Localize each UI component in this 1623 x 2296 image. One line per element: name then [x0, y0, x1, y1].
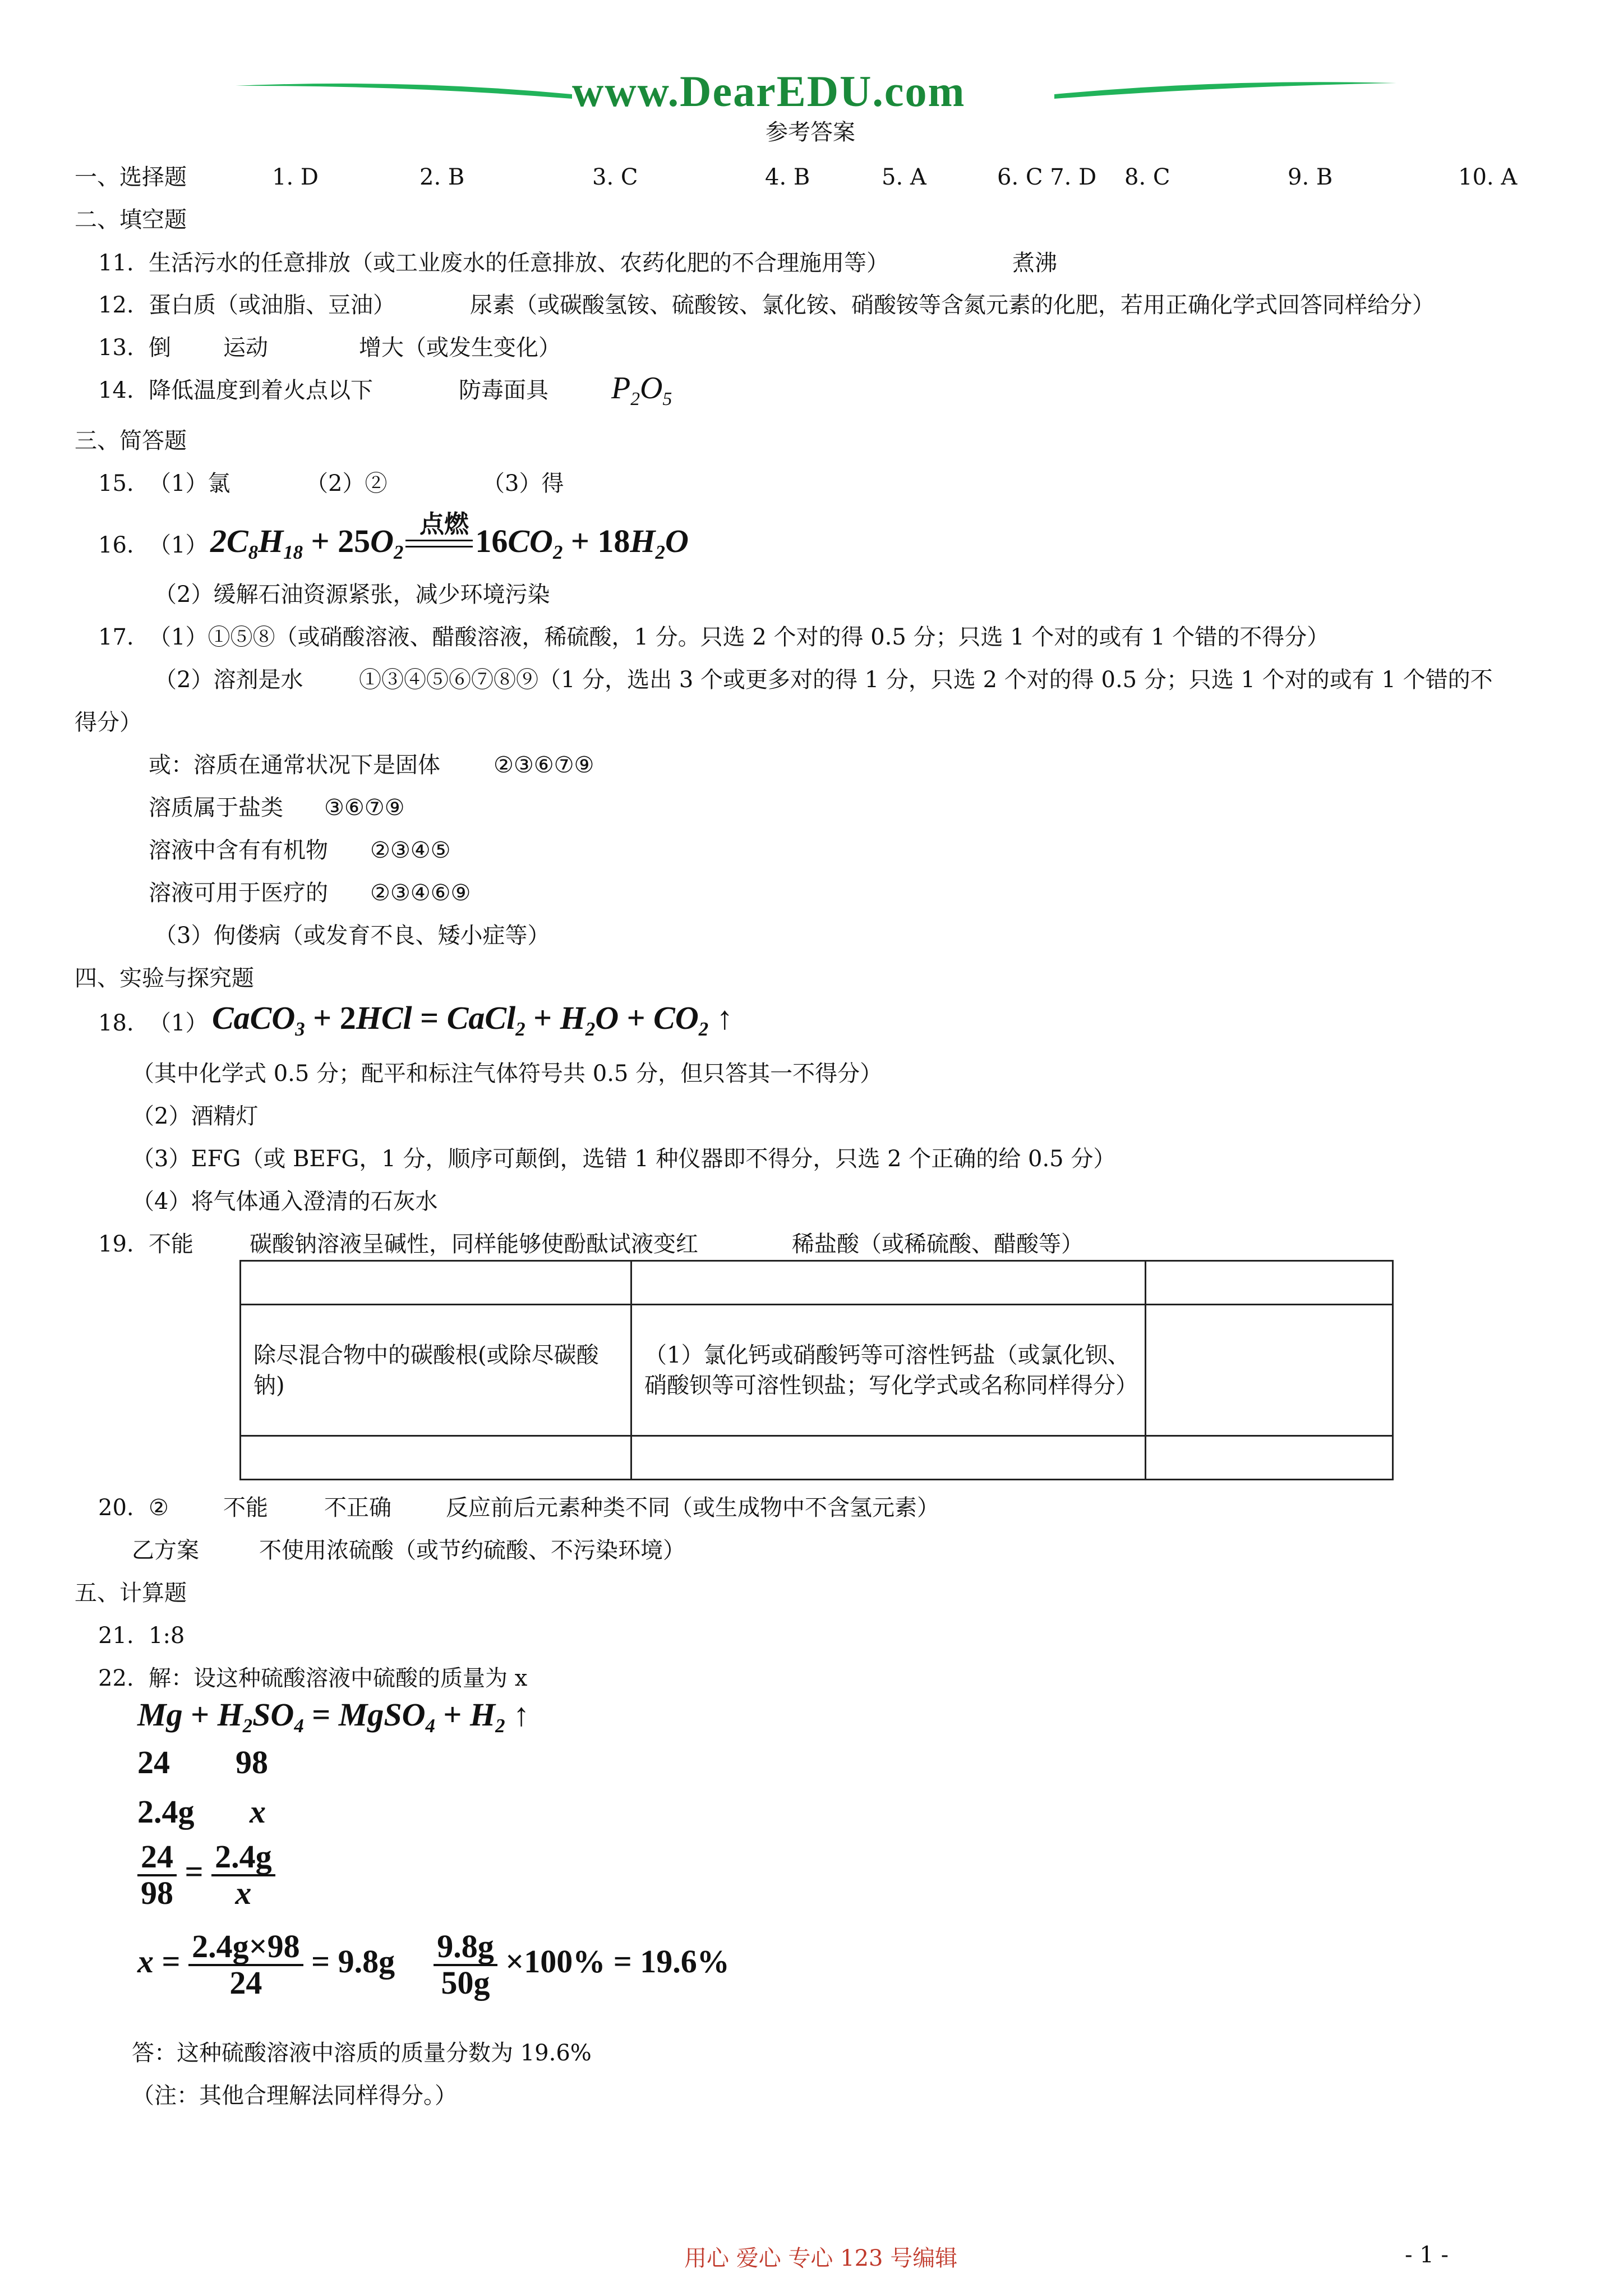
answer-text: （2）溶剂是水	[154, 667, 303, 693]
answer-text: 防毒面具	[459, 378, 548, 403]
answer-text: （2）②	[306, 471, 388, 496]
question-number: 17.	[98, 624, 134, 650]
calculation: x = $\frac{2.4g\times 98}{24}$ = 9.8g $\frac{9.8g}{50g}$ ×100% = 19.6%	[137, 1928, 730, 2001]
table-cell: 除尽混合物中的碳酸根(或除尽碳酸钠)	[241, 1305, 631, 1436]
answer-text: 生活污水的任意排放（或工业废水的任意排放、农药化肥的不合理施用等）	[149, 250, 889, 276]
answer-text: 得分）	[75, 710, 142, 735]
table-cell	[631, 1436, 1146, 1480]
answer-text: （2）缓解石油资源紧张，减少环境污染	[154, 582, 550, 608]
alt-answer-label: 溶液中含有有机物	[149, 838, 328, 863]
question-number: 20.	[98, 1495, 134, 1521]
formula-p2o5: $P_2O_5$	[611, 371, 672, 409]
answer-text: 不正确	[324, 1495, 391, 1521]
section-heading: 四、实验与探究题	[75, 965, 254, 991]
fraction-denominator: 24	[229, 1964, 262, 2001]
alt-answer-items: ②③④⑤	[370, 838, 451, 863]
section-heading: 一、选择题	[75, 164, 187, 190]
table-cell	[631, 1261, 1146, 1305]
question-number: 13.	[98, 335, 134, 361]
question-number: 18.	[98, 1010, 134, 1036]
answer-text: （1）氯	[149, 471, 230, 496]
answer-text: 反应前后元素种类不同（或生成物中不含氢元素）	[446, 1495, 939, 1521]
answer-text: （2）酒精灯	[132, 1103, 259, 1129]
equation-caco3: CaCO$_3$ + 2HCl = CaCl$_2$ + $H_2O + CO_2$ ↑	[212, 1000, 733, 1041]
mc-answer: 1. D	[272, 164, 319, 190]
question-number: 19.	[98, 1231, 134, 1257]
answer-text: 降低温度到着火点以下	[149, 378, 373, 403]
mc-answer: 9. B	[1288, 164, 1333, 190]
answer-text: 1:8	[149, 1623, 185, 1649]
footer-credit: 用心 爱心 专心 123 号编辑	[684, 2246, 958, 2271]
answer-text: 不能	[149, 1231, 193, 1257]
alt-answer-label: 或：溶质在通常状况下是固体	[149, 752, 440, 778]
fraction-denominator: x	[235, 1874, 252, 1911]
known-mass: 2.4g	[137, 1793, 195, 1830]
table-cell	[1146, 1305, 1393, 1436]
fraction-numerator: 9.8g	[434, 1930, 497, 1966]
question-number: 11.	[98, 250, 134, 276]
answer-text: ②	[149, 1495, 169, 1521]
answer-text: 解：设这种硫酸溶液中硫酸的质量为 x	[149, 1665, 528, 1691]
answer-text: （其中化学式 0.5 分；配平和标注气体符号共 0.5 分，但只答其一不得分）	[132, 1061, 883, 1087]
answer-text: （3）得	[482, 471, 564, 496]
mc-answer: 8. C	[1124, 164, 1170, 190]
table-row	[241, 1261, 1393, 1305]
calc-result: ×100% = 19.6%	[505, 1943, 730, 1980]
answer-text: 煮沸	[1012, 250, 1057, 276]
mc-answer: 5. A	[882, 164, 926, 190]
alt-answer-items: ②③⑥⑦⑨	[494, 752, 594, 778]
calc-result: = 9.8g	[311, 1943, 395, 1980]
answer-text: 蛋白质（或油脂、豆油）	[149, 292, 395, 318]
equation-mg: $Mg + H_2SO_4$ = MgSO$_4$ + $H_2$ ↑	[137, 1696, 530, 1737]
fraction-numerator: 24	[137, 1840, 177, 1876]
answer-text: 不能	[223, 1495, 268, 1521]
alt-answer-label: 溶液可用于医疗的	[149, 880, 328, 906]
question-number: 14.	[98, 378, 134, 403]
section-heading: 五、计算题	[75, 1580, 187, 1606]
answer-text: 稀盐酸（或稀硫酸、醋酸等）	[792, 1231, 1083, 1257]
unknown-mass: x	[250, 1793, 266, 1830]
final-answer: 答：这种硫酸溶液中溶质的质量分数为 19.6%	[132, 2040, 592, 2066]
question-number: 22.	[98, 1665, 134, 1691]
relative-mass: 98	[236, 1744, 268, 1780]
table-cell	[1146, 1261, 1393, 1305]
alt-answer-items: ②③④⑥⑨	[370, 880, 471, 906]
mc-answer: 4. B	[765, 164, 810, 190]
question-number: 21.	[98, 1623, 134, 1649]
answer-text: （1）	[149, 532, 208, 558]
table-cell	[1146, 1436, 1393, 1480]
relative-mass: 24	[137, 1744, 170, 1780]
alt-answer-items: ③⑥⑦⑨	[324, 795, 405, 821]
fraction-numerator: 2.4g	[211, 1840, 275, 1876]
table-row	[241, 1436, 1393, 1480]
header-logo: www.DearEDU.com	[572, 67, 966, 116]
page-number: - 1 -	[1405, 2242, 1449, 2268]
fraction-numerator: 2.4g×98	[188, 1930, 303, 1966]
mc-answer: 3. C	[592, 164, 638, 190]
answer-text: 乙方案	[132, 1538, 199, 1563]
question-number: 16.	[98, 532, 134, 558]
answer-text: （4）将气体通入澄清的石灰水	[132, 1189, 438, 1214]
question-number: 12.	[98, 292, 134, 318]
mc-answer: 2. B	[419, 164, 465, 190]
question-number: 15.	[98, 471, 134, 496]
equation-combustion: $2C_8H_{18} + 25O_2$ $16CO_2 + 18H_2O$	[210, 523, 689, 564]
page-title: 参考答案	[766, 119, 855, 145]
answer-text: （3）佝偻病（或发育不良、矮小症等）	[154, 923, 550, 949]
answer-text: （1）	[149, 1010, 208, 1036]
ratio-equation: $\frac{24}{98}$ = $\frac{2.4g}{x}$	[137, 1840, 275, 1911]
note-text: （注：其他合理解法同样得分。）	[132, 2083, 457, 2109]
answer-text: 碳酸钠溶液呈碱性，同样能够使酚酞试液变红	[250, 1231, 698, 1257]
answer-text: （3）EFG（或 BEFG，1 分，顺序可颠倒，选错 1 种仪器即不得分，只选 2 个正确的给 0.5 分）	[132, 1146, 1116, 1172]
reaction-condition: 点燃	[419, 510, 469, 538]
mc-answer: 6. C 7. D	[997, 164, 1097, 190]
answer-text: 倒	[149, 335, 171, 361]
answer-text: （1）①⑤⑧（或硝酸溶液、醋酸溶液，稀硫酸，1 分。只选 2 个对的得 0.5 分；只选 1 个对的或有 1 个错的不得分）	[149, 624, 1330, 650]
table-cell	[241, 1436, 631, 1480]
fraction-denominator: 98	[141, 1874, 173, 1911]
answer-text: 增大（或发生变化）	[359, 335, 561, 361]
section-heading: 二、填空题	[75, 207, 187, 233]
table-row	[241, 1305, 1393, 1436]
answer-table	[239, 1260, 1394, 1480]
table-cell: （1）氯化钙或硝酸钙等可溶性钙盐（或氯化钡、硝酸钡等可溶性钡盐；写化学式或名称同样得分）	[631, 1305, 1146, 1436]
answer-text: ①③④⑤⑥⑦⑧⑨（1 分，选出 3 个或更多对的得 1 分，只选 2 个对的得 0.5 分；只选 1 个对的或有 1 个错的不	[359, 667, 1493, 693]
mc-answer: 10. A	[1458, 164, 1518, 190]
answer-text: 尿素（或碳酸氢铵、硫酸铵、氯化铵、硝酸铵等含氮元素的化肥，若用正确化学式回答同样给分）	[470, 292, 1435, 318]
alt-answer-label: 溶质属于盐类	[149, 795, 283, 821]
answer-text: 不使用浓硫酸（或节约硫酸、不污染环境）	[259, 1538, 685, 1563]
section-heading: 三、简答题	[75, 428, 187, 454]
answer-text: 运动	[223, 335, 268, 361]
fraction-denominator: 50g	[441, 1964, 490, 2001]
table-cell	[241, 1261, 631, 1305]
